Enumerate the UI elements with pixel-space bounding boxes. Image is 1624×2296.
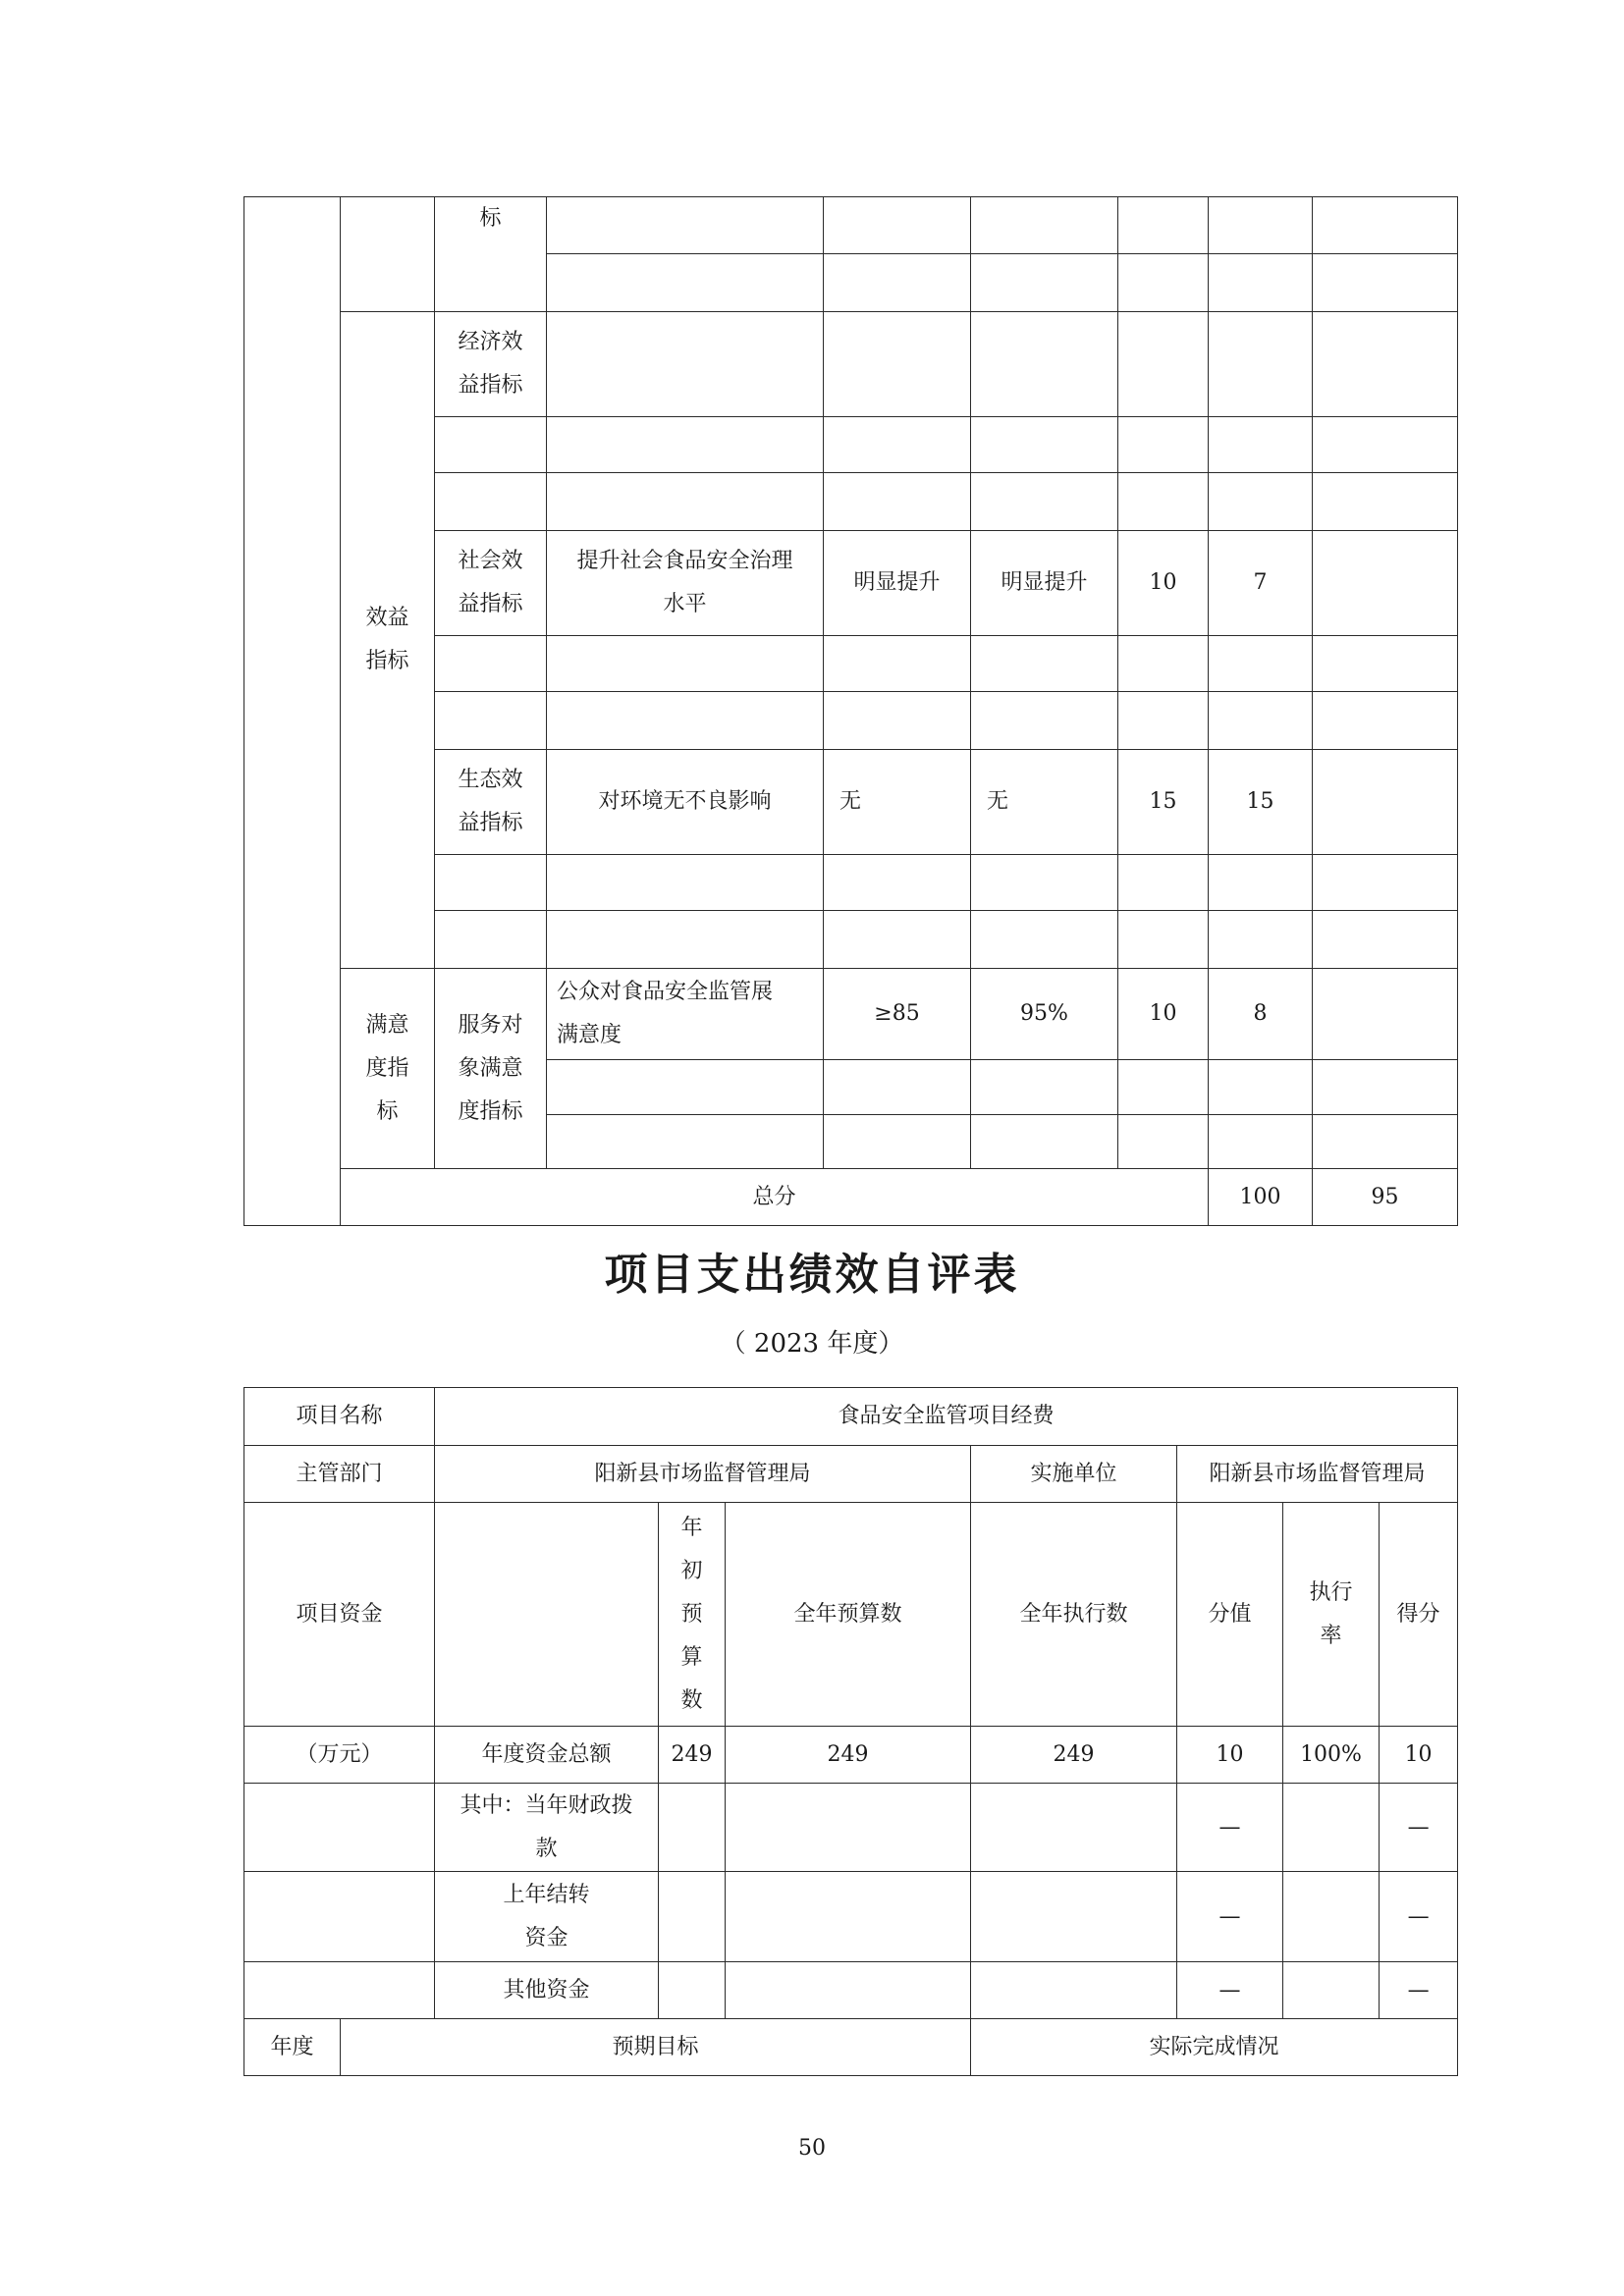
social-benefit-score: 7 <box>1209 531 1313 636</box>
cell <box>1209 254 1313 312</box>
cell <box>1118 197 1209 254</box>
cell <box>547 855 824 911</box>
cell <box>1118 473 1209 531</box>
carryover-score-dash: — <box>1380 1872 1458 1962</box>
cell <box>1313 473 1458 531</box>
cell <box>1283 1784 1380 1872</box>
impl-value: 阳新县市场监督管理局 <box>1177 1446 1458 1503</box>
cell <box>244 1784 435 1872</box>
fiscal-score-dash: — <box>1380 1784 1458 1872</box>
cell <box>1313 636 1458 692</box>
satisfaction-weight: 10 <box>1118 969 1209 1060</box>
cell <box>1313 1060 1458 1115</box>
cell <box>971 1872 1177 1962</box>
actual-completion-label: 实际完成情况 <box>971 2019 1458 2076</box>
cell <box>971 1060 1118 1115</box>
cell <box>1209 911 1313 969</box>
prev-indicator-label-fragment: 标 <box>435 197 547 312</box>
prev-secondary-cell <box>341 197 435 312</box>
cell <box>824 1060 971 1115</box>
performance-indicators-table <box>244 196 1458 1226</box>
carryover-funds-label: 上年结转 资金 <box>435 1872 659 1962</box>
cell <box>971 855 1118 911</box>
cell <box>1209 1115 1313 1169</box>
cell <box>824 855 971 911</box>
cell <box>824 692 971 750</box>
cell <box>971 911 1118 969</box>
cell <box>435 692 547 750</box>
cell <box>1313 911 1458 969</box>
cell <box>547 197 824 254</box>
cell <box>1209 417 1313 473</box>
cell <box>824 911 971 969</box>
funds-label: 项目资金 <box>244 1503 435 1727</box>
cell <box>726 1962 971 2019</box>
cell <box>971 312 1118 417</box>
year-label: 年度 <box>244 2019 341 2076</box>
unit-label: （万元） <box>244 1727 435 1784</box>
ecological-benefit-target: 无 <box>824 750 971 855</box>
cell <box>971 1962 1177 2019</box>
cell <box>435 911 547 969</box>
page-number: 50 <box>798 2136 826 2161</box>
cell <box>1283 1962 1380 2019</box>
dept-label: 主管部门 <box>244 1446 435 1503</box>
cell <box>971 1115 1118 1169</box>
social-benefit-weight: 10 <box>1118 531 1209 636</box>
cell <box>726 1784 971 1872</box>
total-label: 总分 <box>341 1169 1209 1226</box>
cell <box>1313 855 1458 911</box>
cell <box>547 417 824 473</box>
col-annual-budget: 全年预算数 <box>726 1503 971 1727</box>
ecological-benefit-label: 生态效 益指标 <box>435 750 547 855</box>
cell <box>1118 636 1209 692</box>
satisfaction-target: ≥85 <box>824 969 971 1060</box>
project-name-value: 食品安全监管项目经费 <box>435 1388 1458 1446</box>
total-initial: 249 <box>659 1727 726 1784</box>
cell <box>971 417 1118 473</box>
cell <box>547 254 824 312</box>
ecological-benefit-weight: 15 <box>1118 750 1209 855</box>
cell <box>824 1115 971 1169</box>
total-score: 10 <box>1380 1727 1458 1784</box>
cell <box>547 692 824 750</box>
cell <box>1313 197 1458 254</box>
satisfaction-score: 8 <box>1209 969 1313 1060</box>
fiscal-funds-label: 其中：当年财政拨 款 <box>435 1784 659 1872</box>
cell <box>1118 911 1209 969</box>
col-annual-exec: 全年执行数 <box>971 1503 1177 1727</box>
cell <box>1313 417 1458 473</box>
cell <box>1209 197 1313 254</box>
cell <box>1313 1115 1458 1169</box>
cell <box>1118 1060 1209 1115</box>
ecological-benefit-indicator: 对环境无不良影响 <box>547 750 824 855</box>
cell <box>1313 969 1458 1060</box>
satisfaction-actual: 95% <box>971 969 1118 1060</box>
cell <box>659 1872 726 1962</box>
cell <box>1118 417 1209 473</box>
service-satisfaction-label: 服务对 象满意 度指标 <box>435 969 547 1169</box>
col-score: 得分 <box>1380 1503 1458 1727</box>
cell <box>1209 692 1313 750</box>
col-initial-budget: 年 初 预 算 数 <box>659 1503 726 1727</box>
project-name-label: 项目名称 <box>244 1388 435 1446</box>
cell <box>244 1872 435 1962</box>
impl-label: 实施单位 <box>971 1446 1177 1503</box>
cell <box>1209 312 1313 417</box>
cell <box>1118 692 1209 750</box>
expected-goal-label: 预期目标 <box>341 2019 971 2076</box>
ecological-benefit-score: 15 <box>1209 750 1313 855</box>
form-title: 项目支出绩效自评表 <box>604 1250 1020 1300</box>
cell <box>435 855 547 911</box>
cell <box>971 473 1118 531</box>
funds-header-blank <box>435 1503 659 1727</box>
cell <box>824 636 971 692</box>
fiscal-weight-dash: — <box>1177 1784 1283 1872</box>
cell <box>971 1784 1177 1872</box>
cell <box>1118 855 1209 911</box>
cell <box>435 417 547 473</box>
cell <box>1313 254 1458 312</box>
social-benefit-label: 社会效 益指标 <box>435 531 547 636</box>
cell <box>435 636 547 692</box>
social-benefit-target: 明显提升 <box>824 531 971 636</box>
other-funds-label: 其他资金 <box>435 1962 659 2019</box>
total-weight: 100 <box>1209 1169 1313 1226</box>
cell <box>1283 1872 1380 1962</box>
satisfaction-indicator-group: 满意 度指 标 <box>341 969 435 1169</box>
cell <box>1118 1115 1209 1169</box>
cell <box>824 254 971 312</box>
cell <box>1313 531 1458 636</box>
cell <box>824 417 971 473</box>
total-weight: 10 <box>1177 1727 1283 1784</box>
cell <box>971 692 1118 750</box>
project-expenditure-table <box>244 1387 1458 2076</box>
total-funds-label: 年度资金总额 <box>435 1727 659 1784</box>
cell <box>824 197 971 254</box>
cell <box>547 473 824 531</box>
total-exec: 249 <box>971 1727 1177 1784</box>
social-benefit-indicator: 提升社会食品安全治理 水平 <box>547 531 824 636</box>
cell <box>824 312 971 417</box>
cell <box>547 312 824 417</box>
cell <box>824 473 971 531</box>
cell <box>1209 855 1313 911</box>
economic-benefit-label: 经济效 益指标 <box>435 312 547 417</box>
total-annual: 249 <box>726 1727 971 1784</box>
cell <box>971 197 1118 254</box>
other-weight-dash: — <box>1177 1962 1283 2019</box>
total-rate: 100% <box>1283 1727 1380 1784</box>
total-score: 95 <box>1313 1169 1458 1226</box>
col-weight: 分值 <box>1177 1503 1283 1727</box>
cell <box>244 1962 435 2019</box>
form-year: （ 2023 年度） <box>720 1329 904 1359</box>
dept-value: 阳新县市场监督管理局 <box>435 1446 971 1503</box>
col-exec-rate: 执行 率 <box>1283 1503 1380 1727</box>
cell <box>1118 254 1209 312</box>
cell <box>547 1115 824 1169</box>
social-benefit-actual: 明显提升 <box>971 531 1118 636</box>
cell <box>435 473 547 531</box>
cell <box>547 636 824 692</box>
ecological-benefit-actual: 无 <box>971 750 1118 855</box>
outer-first-level-cell <box>244 197 341 1226</box>
cell <box>547 1060 824 1115</box>
cell <box>1118 312 1209 417</box>
cell <box>971 254 1118 312</box>
satisfaction-indicator: 公众对食品安全监管展 满意度 <box>547 969 824 1060</box>
cell <box>1313 750 1458 855</box>
cell <box>1313 692 1458 750</box>
cell <box>971 636 1118 692</box>
other-score-dash: — <box>1380 1962 1458 2019</box>
cell <box>1209 636 1313 692</box>
cell <box>726 1872 971 1962</box>
cell <box>547 911 824 969</box>
benefit-indicator-group: 效益 指标 <box>341 312 435 969</box>
cell <box>659 1784 726 1872</box>
cell <box>1313 312 1458 417</box>
cell <box>1209 473 1313 531</box>
cell <box>1209 1060 1313 1115</box>
cell <box>659 1962 726 2019</box>
carryover-weight-dash: — <box>1177 1872 1283 1962</box>
